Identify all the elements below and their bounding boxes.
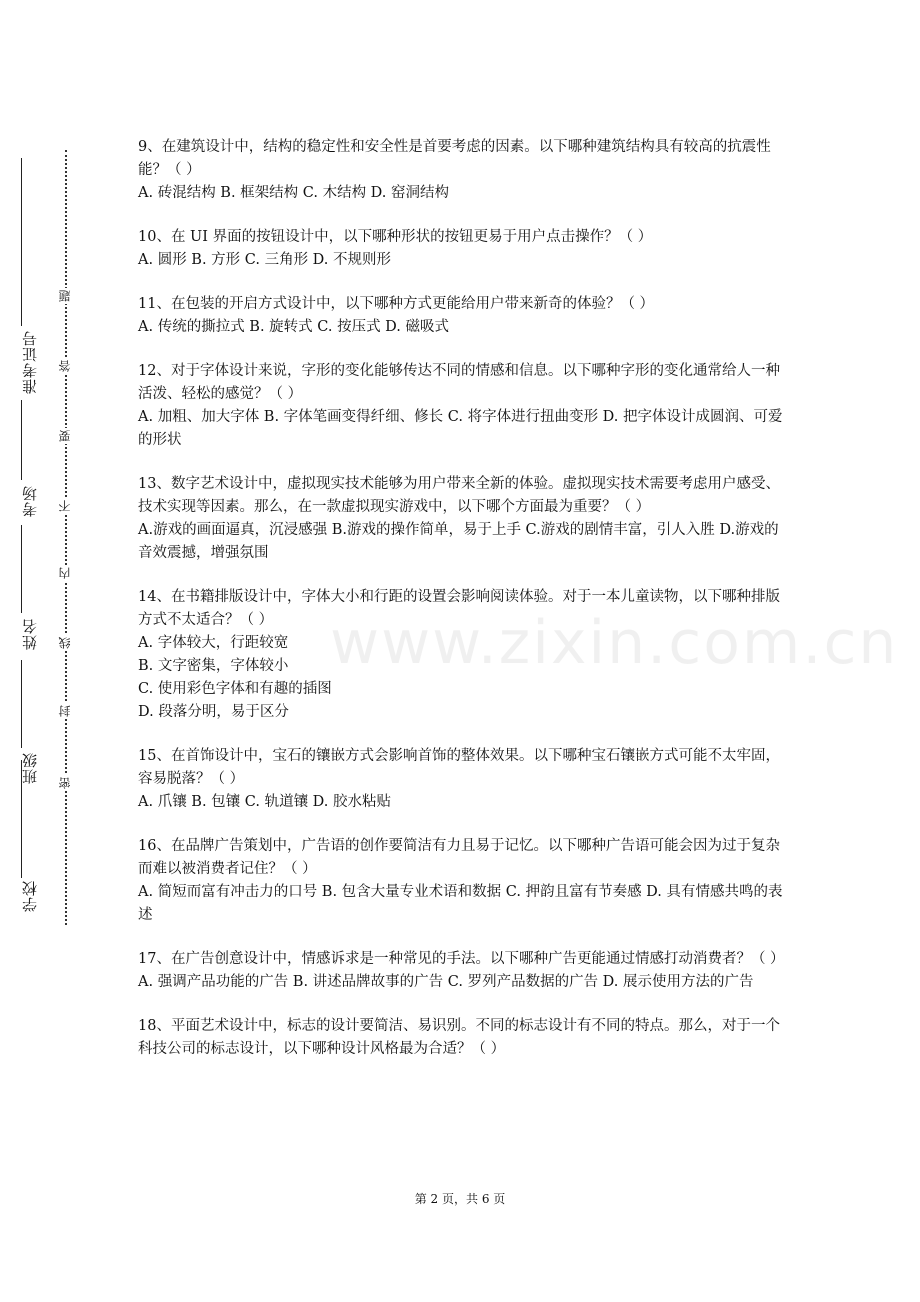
question-11 xyxy=(138,293,790,339)
question-options: A. 圆形 B. 方形 C. 三角形 D. 不规则形 xyxy=(138,252,392,268)
field-label-class: 班级 xyxy=(20,752,39,784)
field-line-name xyxy=(21,525,22,613)
question-options: A. 砖混结构 B. 框架结构 C. 木结构 D. 窑洞结构 xyxy=(138,185,450,201)
question-stem: 9、在建筑设计中，结构的稳定性和安全性是首要考虑的因素。以下哪种建筑结构具有较高的抗震性能？（ ） xyxy=(138,139,771,178)
seal-char: 内 xyxy=(58,567,72,579)
question-12 xyxy=(138,360,790,452)
question-option-b: B. 文字密集，字体较小 xyxy=(138,658,289,674)
question-list xyxy=(138,136,790,1082)
question-10 xyxy=(138,226,790,272)
seal-dotted-line xyxy=(65,150,67,925)
seal-char: 要 xyxy=(58,430,72,442)
question-stem: 17、在广告创意设计中，情感诉求是一种常见的手法。以下哪种广告更能通过情感打动消费者？（ ） xyxy=(138,951,785,967)
question-stem: 11、在包装的开启方式设计中，以下哪种方式更能给用户带来新奇的体验？（ ） xyxy=(138,296,655,312)
page-footer: 第 2 页，共 6 页 xyxy=(414,1192,506,1206)
field-name xyxy=(18,618,40,650)
question-stem: 13、数字艺术设计中，虚拟现实技术能够为用户带来全新的体验。虚拟现实技术需要考虑用户感受、技术实现等因素。那么，在一款虚拟现实游戏中，以下哪个方面最为重要？（ ） xyxy=(138,476,780,515)
binding-margin xyxy=(0,0,110,1302)
question-16 xyxy=(138,835,790,927)
watermark: www.zixin.com.cn xyxy=(330,608,899,678)
field-class xyxy=(18,752,40,784)
field-line-class xyxy=(21,660,22,748)
field-label-room: 考场 xyxy=(20,485,39,517)
field-label-name: 姓名 xyxy=(20,618,39,650)
field-label-school: 学校 xyxy=(20,880,39,912)
question-15 xyxy=(138,745,790,814)
question-options: A. 强调产品功能的广告 B. 讲述品牌故事的广告 C. 罗列产品数据的广告 D. 展示使用方法的广告 xyxy=(138,974,754,990)
seal-char: 密 xyxy=(58,777,72,789)
field-line-room xyxy=(21,400,22,480)
field-label-exam-id: 准考证号 xyxy=(20,330,39,394)
field-room xyxy=(18,485,40,517)
seal-char: 答 xyxy=(58,360,72,372)
question-options: A. 爪镶 B. 包镶 C. 轨道镶 D. 胶水粘贴 xyxy=(138,794,392,810)
question-option-c: C. 使用彩色字体和有趣的插图 xyxy=(138,681,332,697)
question-options: A.游戏的画面逼真，沉浸感强 B.游戏的操作简单，易于上手 C.游戏的剧情丰富，引人入胜 D.游戏的音效震撼，增强氛围 xyxy=(138,522,779,561)
question-stem: 10、在 UI 界面的按钮设计中，以下哪种形状的按钮更易于用户点击操作？（ ） xyxy=(138,229,653,245)
question-18 xyxy=(138,1015,790,1061)
seal-char: 封 xyxy=(58,705,72,717)
question-9 xyxy=(138,136,790,205)
field-exam-id xyxy=(18,330,40,394)
question-option-d: D. 段落分明，易于区分 xyxy=(138,704,289,720)
seal-char: 不 xyxy=(58,500,72,512)
field-line-exam-id xyxy=(21,158,22,326)
seal-char: 线 xyxy=(58,637,72,649)
question-options: A. 传统的撕拉式 B. 旋转式 C. 按压式 D. 磁吸式 xyxy=(138,319,450,335)
question-stem: 16、在品牌广告策划中，广告语的创作要简洁有力且易于记忆。以下哪种广告语可能会因为过于复杂而难以被消费者记住？（ ） xyxy=(138,838,780,877)
question-14 xyxy=(138,586,790,724)
question-stem: 18、平面艺术设计中，标志的设计要简洁、易识别。不同的标志设计有不同的特点。那么，对于一个科技公司的标志设计，以下哪种设计风格最为合适？（ ） xyxy=(138,1018,780,1057)
question-stem: 15、在首饰设计中，宝石的镶嵌方式会影响首饰的整体效果。以下哪种宝石镶嵌方式可能不太牢固，容易脱落？（ ） xyxy=(138,748,780,787)
question-17 xyxy=(138,948,790,994)
question-option-a: A. 字体较大，行距较宽 xyxy=(138,635,289,651)
seal-char: 题 xyxy=(58,290,72,302)
question-stem: 14、在书籍排版设计中，字体大小和行距的设置会影响阅读体验。对于一本儿童读物，以下哪种排版方式不太适合？（ ） xyxy=(138,589,780,628)
question-stem: 12、对于字体设计来说，字形的变化能够传达不同的情感和信息。以下哪种字形的变化通常给人一种活泼、轻松的感觉？（ ） xyxy=(138,363,780,402)
question-options: A. 简短而富有冲击力的口号 B. 包含大量专业术语和数据 C. 押韵且富有节奏感 D. 具有情感共鸣的表述 xyxy=(138,884,783,923)
question-13 xyxy=(138,473,790,565)
field-school xyxy=(18,880,40,912)
question-options: A. 加粗、加大字体 B. 字体笔画变得纤细、修长 C. 将字体进行扭曲变形 D. 把字体设计成圆润、可爱的形状 xyxy=(138,409,783,448)
